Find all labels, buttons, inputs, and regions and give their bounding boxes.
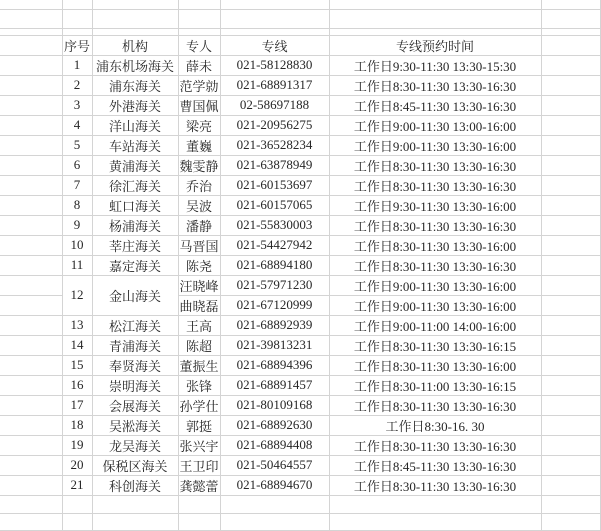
cell-person[interactable]: 梁亮 [178,115,220,135]
cell-person[interactable]: 张锋 [178,375,220,395]
empty-cell[interactable] [541,115,600,135]
cell-phone[interactable]: 021-68891457 [220,375,329,395]
empty-cell[interactable] [329,495,541,513]
cell-person[interactable]: 吴波 [178,195,220,215]
cell-serial[interactable]: 6 [62,155,92,175]
empty-cell[interactable] [0,28,62,35]
cell-phone[interactable]: 021-68894396 [220,355,329,375]
cell-serial[interactable]: 17 [62,395,92,415]
empty-row [0,0,600,9]
cell-time[interactable]: 工作日8:45-11:30 13:30-16:30 [329,455,541,475]
cell-person[interactable]: 龚懿蕾 [178,475,220,495]
cell-phone[interactable]: 021-54427942 [220,235,329,255]
empty-cell[interactable] [220,495,329,513]
empty-cell[interactable] [541,395,600,415]
cell-serial[interactable]: 13 [62,315,92,335]
table-bottom-section [0,495,600,530]
cell-person[interactable]: 郭挺 [178,415,220,435]
cell-person[interactable]: 乔治 [178,175,220,195]
empty-cell[interactable] [0,195,62,215]
cell-serial[interactable]: 5 [62,135,92,155]
cell-org[interactable]: 虹口海关 [92,195,178,215]
empty-cell[interactable] [178,28,220,35]
cell-org[interactable]: 黄浦海关 [92,155,178,175]
empty-cell[interactable] [220,0,329,9]
empty-cell[interactable] [92,0,178,9]
table-row [0,115,600,135]
empty-cell[interactable] [92,9,178,28]
cell-serial[interactable]: 19 [62,435,92,455]
empty-cell[interactable] [541,475,600,495]
cell-phone[interactable]: 021-63878949 [220,155,329,175]
cell-serial[interactable]: 8 [62,195,92,215]
empty-cell[interactable] [0,255,62,275]
cell-serial[interactable]: 2 [62,75,92,95]
cell-time[interactable]: 工作日9:00-11:30 13:00-16:00 [329,115,541,135]
cell-org[interactable]: 外港海关 [92,95,178,115]
cell-org[interactable]: 车站海关 [92,135,178,155]
cell-phone[interactable]: 02-58697188 [220,95,329,115]
empty-cell[interactable] [0,135,62,155]
empty-cell[interactable] [541,215,600,235]
cell-time[interactable]: 工作日8:30-11:30 13:30-16:00 [329,235,541,255]
empty-cell[interactable] [541,513,600,530]
empty-cell[interactable] [62,513,92,530]
cell-time[interactable]: 工作日8:30-11:30 13:30-16:00 [329,355,541,375]
cell-org[interactable]: 浦东机场海关 [92,55,178,75]
cell-org[interactable]: 保税区海关 [92,455,178,475]
column-header-time[interactable]: 专线预约时间 [329,35,541,55]
table-row [0,395,600,415]
empty-cell[interactable] [541,28,600,35]
cell-phone[interactable]: 021-60157065 [220,195,329,215]
column-header-no[interactable]: 序号 [62,35,92,55]
empty-cell[interactable] [92,28,178,35]
column-header-person[interactable]: 专人 [178,35,220,55]
cell-time[interactable]: 工作日8:30-11:30 13:30-16:15 [329,335,541,355]
table-row [0,255,600,275]
cell-org[interactable]: 杨浦海关 [92,215,178,235]
table-row [0,215,600,235]
empty-cell[interactable] [0,175,62,195]
empty-cell[interactable] [329,28,541,35]
cell-person[interactable]: 薛未 [178,55,220,75]
empty-cell[interactable] [541,0,600,9]
empty-cell[interactable] [0,235,62,255]
empty-cell[interactable] [541,335,600,355]
table-top-section [0,0,600,55]
cell-person[interactable]: 董巍 [178,135,220,155]
cell-phone[interactable]: 021-57971230 [220,275,329,295]
empty-cell[interactable] [541,415,600,435]
cell-phone[interactable]: 021-36528234 [220,135,329,155]
cell-time[interactable]: 工作日9:00-11:00 14:00-16:00 [329,315,541,335]
empty-cell[interactable] [541,55,600,75]
empty-cell[interactable] [0,9,62,28]
cell-phone[interactable]: 021-80109168 [220,395,329,415]
cell-org[interactable]: 科创海关 [92,475,178,495]
table-row [0,335,600,355]
cell-phone[interactable]: 021-68892630 [220,415,329,435]
empty-cell[interactable] [178,495,220,513]
empty-cell[interactable] [541,235,600,255]
empty-cell[interactable] [178,513,220,530]
empty-cell[interactable] [329,9,541,28]
empty-cell[interactable] [541,135,600,155]
empty-cell[interactable] [541,75,600,95]
cell-phone[interactable]: 021-58128830 [220,55,329,75]
empty-cell[interactable] [0,435,62,455]
empty-cell[interactable] [541,315,600,335]
cell-serial[interactable]: 12 [62,275,92,315]
cell-time[interactable]: 工作日8:30-11:30 13:30-16:30 [329,215,541,235]
empty-cell[interactable] [0,513,62,530]
cell-serial[interactable]: 11 [62,255,92,275]
cell-time[interactable]: 工作日9:30-11:30 13:30-15:30 [329,55,541,75]
table-row [0,135,600,155]
cell-person[interactable]: 范学勍 [178,75,220,95]
cell-phone[interactable]: 021-68892939 [220,315,329,335]
cell-phone[interactable]: 021-68894408 [220,435,329,455]
cell-time[interactable]: 工作日8:30-11:30 13:30-16:30 [329,435,541,455]
empty-row [0,9,600,28]
empty-cell[interactable] [541,255,600,275]
empty-cell[interactable] [92,513,178,530]
empty-cell[interactable] [0,495,62,513]
empty-cell[interactable] [541,35,600,55]
table-row [0,195,600,215]
empty-cell[interactable] [541,95,600,115]
empty-row [0,495,600,513]
empty-cell[interactable] [541,175,600,195]
cell-time[interactable]: 工作日8:30-11:30 13:30-16:30 [329,475,541,495]
empty-row [0,513,600,530]
cell-person[interactable]: 曲晓磊 [178,295,220,315]
cell-time[interactable]: 工作日8:30-11:30 13:30-16:30 [329,175,541,195]
empty-cell[interactable] [0,315,62,335]
column-header-phone[interactable]: 专线 [220,35,329,55]
empty-cell[interactable] [62,28,92,35]
empty-cell[interactable] [220,513,329,530]
table-row [0,95,600,115]
empty-cell[interactable] [541,375,600,395]
table-row [0,275,600,295]
empty-cell[interactable] [220,28,329,35]
empty-cell[interactable] [541,435,600,455]
cell-org[interactable]: 松江海关 [92,315,178,335]
cell-phone[interactable]: 021-55830003 [220,215,329,235]
cell-org[interactable]: 奉贤海关 [92,355,178,375]
empty-cell[interactable] [0,375,62,395]
empty-cell[interactable] [541,275,600,295]
cell-serial[interactable]: 21 [62,475,92,495]
empty-cell[interactable] [0,355,62,375]
cell-person[interactable]: 潘静 [178,215,220,235]
empty-cell[interactable] [220,9,329,28]
cell-serial[interactable]: 14 [62,335,92,355]
empty-cell[interactable] [329,0,541,9]
cell-person[interactable]: 曹国佩 [178,95,220,115]
cell-org[interactable]: 吴淞海关 [92,415,178,435]
table-row [0,155,600,175]
empty-cell[interactable] [0,275,62,295]
cell-time[interactable]: 工作日8:30-11:30 13:30-16:30 [329,155,541,175]
empty-cell[interactable] [541,295,600,315]
cell-person[interactable]: 陈超 [178,335,220,355]
cell-serial[interactable]: 20 [62,455,92,475]
table-row [0,315,600,335]
table-row [0,435,600,455]
cell-person[interactable]: 董振生 [178,355,220,375]
cell-org[interactable]: 金山海关 [92,275,178,315]
cell-person[interactable]: 王卫印 [178,455,220,475]
cell-phone[interactable]: 021-68894670 [220,475,329,495]
cell-org[interactable]: 浦东海关 [92,75,178,95]
cell-person[interactable]: 王高 [178,315,220,335]
cell-time[interactable]: 工作日9:00-11:30 13:30-16:00 [329,295,541,315]
empty-cell[interactable] [541,9,600,28]
empty-row [0,28,600,35]
empty-cell[interactable] [0,395,62,415]
table-row [0,355,600,375]
cell-org[interactable]: 徐汇海关 [92,175,178,195]
empty-cell[interactable] [0,215,62,235]
cell-phone[interactable]: 021-67120999 [220,295,329,315]
cell-time[interactable]: 工作日8:30-11:30 13:30-16:30 [329,75,541,95]
table-row [0,375,600,395]
empty-cell[interactable] [0,295,62,315]
empty-cell[interactable] [0,455,62,475]
cell-org[interactable]: 崇明海关 [92,375,178,395]
empty-cell[interactable] [0,115,62,135]
cell-time[interactable]: 工作日8:30-16. 30 [329,415,541,435]
cell-phone[interactable]: 021-39813231 [220,335,329,355]
cell-person[interactable]: 汪晓峰 [178,275,220,295]
header-row [0,35,600,55]
empty-cell[interactable] [92,495,178,513]
empty-cell[interactable] [0,335,62,355]
cell-serial[interactable]: 10 [62,235,92,255]
table-data-section [0,55,600,495]
cell-person[interactable]: 马晋国 [178,235,220,255]
cell-org[interactable]: 洋山海关 [92,115,178,135]
cell-serial[interactable]: 16 [62,375,92,395]
cell-time[interactable]: 工作日8:30-11:00 13:30-16:15 [329,375,541,395]
cell-time[interactable]: 工作日9:00-11:30 13:30-16:00 [329,135,541,155]
empty-cell[interactable] [0,475,62,495]
empty-cell[interactable] [541,195,600,215]
cell-time[interactable]: 工作日9:30-11:30 13:30-16:00 [329,195,541,215]
table-row [0,75,600,95]
cell-person[interactable]: 陈尧 [178,255,220,275]
cell-serial[interactable]: 3 [62,95,92,115]
empty-cell[interactable] [0,35,62,55]
column-header-org[interactable]: 机构 [92,35,178,55]
cell-person[interactable]: 孙学仕 [178,395,220,415]
empty-cell[interactable] [541,155,600,175]
table-row [0,475,600,495]
cell-person[interactable]: 魏雯静 [178,155,220,175]
cell-phone[interactable]: 021-50464557 [220,455,329,475]
cell-time[interactable]: 工作日8:45-11:30 13:30-16:30 [329,95,541,115]
cell-serial[interactable]: 18 [62,415,92,435]
cell-phone[interactable]: 021-60153697 [220,175,329,195]
empty-cell[interactable] [0,155,62,175]
cell-person[interactable]: 张兴宇 [178,435,220,455]
cell-org[interactable]: 青浦海关 [92,335,178,355]
cell-phone[interactable]: 021-68894180 [220,255,329,275]
cell-time[interactable]: 工作日8:30-11:30 13:30-16:30 [329,255,541,275]
table-row [0,175,600,195]
table-row [0,455,600,475]
cell-time[interactable]: 工作日9:00-11:30 13:30-16:00 [329,275,541,295]
empty-cell[interactable] [0,95,62,115]
empty-cell[interactable] [541,355,600,375]
cell-org[interactable]: 嘉定海关 [92,255,178,275]
empty-cell[interactable] [0,75,62,95]
empty-cell[interactable] [62,0,92,9]
cell-serial[interactable]: 7 [62,175,92,195]
cell-time[interactable]: 工作日8:30-11:30 13:30-16:30 [329,395,541,415]
empty-cell[interactable] [0,0,62,9]
empty-cell[interactable] [541,495,600,513]
empty-cell[interactable] [62,9,92,28]
cell-org[interactable]: 龙吴海关 [92,435,178,455]
empty-cell[interactable] [0,55,62,75]
cell-phone[interactable]: 021-20956275 [220,115,329,135]
cell-org[interactable]: 莘庄海关 [92,235,178,255]
cell-serial[interactable]: 4 [62,115,92,135]
empty-cell[interactable] [62,495,92,513]
cell-serial[interactable]: 1 [62,55,92,75]
cell-phone[interactable]: 021-68891317 [220,75,329,95]
table-row [0,235,600,255]
cell-serial[interactable]: 15 [62,355,92,375]
empty-cell[interactable] [329,513,541,530]
cell-org[interactable]: 会展海关 [92,395,178,415]
table-row [0,415,600,435]
empty-cell[interactable] [0,415,62,435]
empty-cell[interactable] [178,0,220,9]
empty-cell[interactable] [178,9,220,28]
empty-cell[interactable] [541,455,600,475]
cell-serial[interactable]: 9 [62,215,92,235]
table-row [0,55,600,75]
